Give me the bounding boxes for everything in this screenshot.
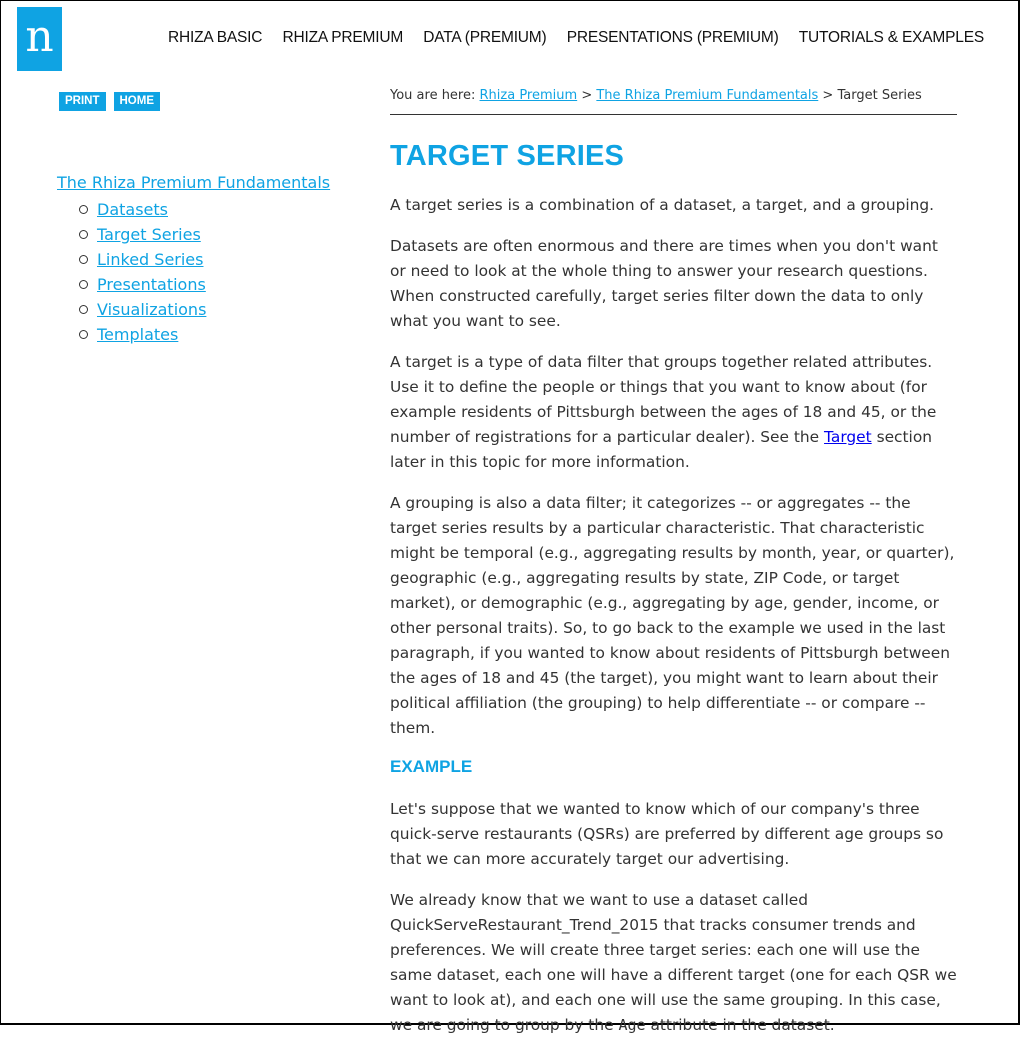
paragraph-text: section later in this topic for more information.	[390, 428, 932, 471]
site-logo[interactable]	[17, 7, 62, 71]
target-section-link[interactable]: Target	[824, 428, 872, 446]
paragraph-target	[390, 350, 957, 475]
top-navigation	[168, 29, 984, 47]
nav-rhiza-premium[interactable]: RHIZA PREMIUM	[282, 29, 404, 46]
sidebar-link[interactable]: Presentations	[97, 275, 206, 294]
sidebar-link[interactable]: Visualizations	[97, 300, 207, 319]
paragraph-grouping: A grouping is also a data filter; it categorizes -- or aggregates -- the target series results by a particular characteristic. That characteristic might be temporal (e.g., aggregating results by month, year, or quarter), geographic (e.g., aggregating results by state, ZIP Code, or target market), or demographic (e.g., aggregating by age, gender, income, or other personal traits). So, to go back to the example we used in the last paragraph, if you wanted to know about residents of Pittsburgh between the ages of 18 and 45 (the target), you might want to learn about their political affiliation (the grouping) to help differentiate -- or compare -- them.	[390, 494, 955, 737]
sidebar-link[interactable]: Templates	[97, 325, 179, 344]
sidebar-item-linked-series	[79, 247, 330, 272]
sidebar-item-visualizations	[79, 297, 330, 322]
example-heading: EXAMPLE	[390, 757, 473, 776]
paragraph-text: We already know that we want to use a dataset called QuickServeRestaurant_Trend_2015 that tracks consumer trends and preferences. We will create three target series: each one will use the same dataset, each one will have a different target (one for each QSR we want to look at), and each one will use the same grouping. In this case, we are going to group by the	[390, 891, 957, 1034]
sidebar-item-datasets	[79, 197, 330, 222]
main-content	[390, 88, 957, 1054]
sidebar-item-target-series	[79, 222, 330, 247]
paragraph-text: attribute in the dataset.	[645, 1016, 835, 1034]
sidebar-list	[57, 197, 330, 347]
breadcrumb	[390, 88, 957, 115]
logo-letter: n	[25, 11, 54, 62]
paragraph-dataset-example	[390, 888, 957, 1038]
breadcrumb-separator: >	[822, 88, 834, 103]
home-button[interactable]: HOME	[114, 92, 161, 111]
paragraph-text: A target is a type of data filter that groups together related attributes. Use it to define the people or things that you want to know about (for example residents of Pittsburgh between the ages of 18 and 45, or the number of registrations for a particular dealer). See the	[390, 353, 937, 446]
sidebar-parent-link[interactable]: The Rhiza Premium Fundamentals	[57, 173, 331, 192]
sidebar-link[interactable]: Target Series	[97, 225, 201, 244]
sidebar-item-presentations	[79, 272, 330, 297]
paragraph-datasets: Datasets are often enormous and there are times when you don't want or need to look at the whole thing to answer your research questions. When constructed carefully, target series filter down the data to only what you want to see.	[390, 237, 938, 330]
nav-rhiza-basic[interactable]: RHIZA BASIC	[168, 29, 263, 46]
paragraph-intro: A target series is a combination of a dataset, a target, and a grouping.	[390, 196, 935, 214]
print-button[interactable]: PRINT	[59, 92, 106, 111]
sidebar-navigation	[57, 172, 330, 347]
breadcrumb-separator: >	[581, 88, 593, 103]
breadcrumb-link-fundamentals[interactable]: The Rhiza Premium Fundamentals	[596, 88, 819, 103]
nav-presentations-premium[interactable]: PRESENTATIONS (PREMIUM)	[566, 29, 779, 46]
breadcrumb-link-rhiza-premium[interactable]: Rhiza Premium	[479, 88, 578, 103]
page-title: TARGET SERIES	[390, 140, 625, 172]
breadcrumb-current: Target Series	[837, 88, 922, 103]
nav-tutorials-examples[interactable]: TUTORIALS & EXAMPLES	[798, 29, 984, 46]
sidebar-item-templates	[79, 322, 330, 347]
sidebar-link[interactable]: Linked Series	[97, 250, 204, 269]
utility-buttons	[59, 92, 160, 111]
paragraph-example: Let's suppose that we wanted to know which of our company's three quick-serve restaurants (QSRs) are preferred by different age groups so that we can more accurately target our advertising.	[390, 800, 944, 868]
breadcrumb-prefix: You are here:	[390, 88, 476, 103]
nav-data-premium[interactable]: DATA (PREMIUM)	[423, 29, 547, 46]
age-attribute-code: Age	[618, 1016, 646, 1034]
sidebar-link[interactable]: Datasets	[97, 200, 168, 219]
